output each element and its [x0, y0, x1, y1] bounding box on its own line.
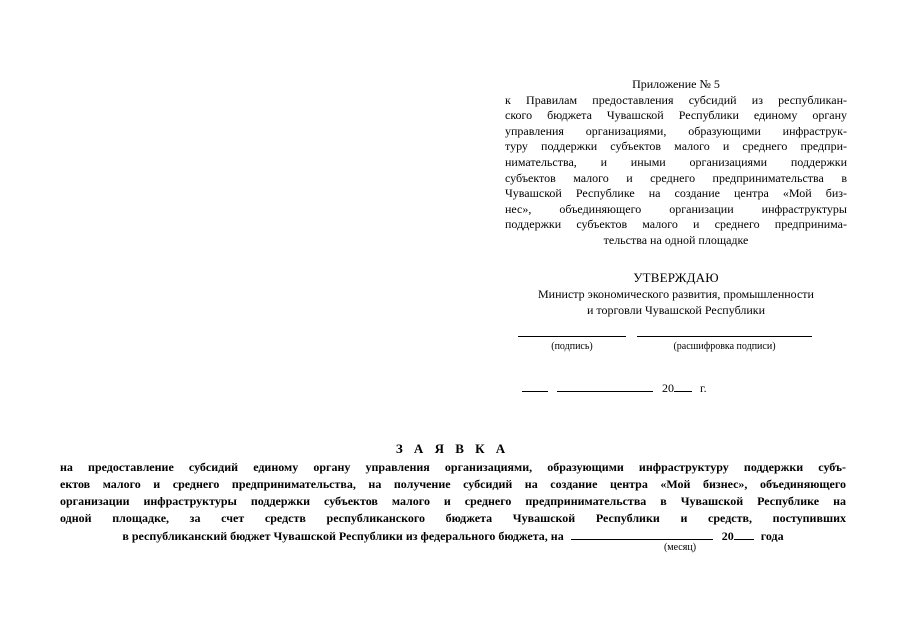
appendix-line: управления организациями, образующими инфраструк- — [505, 123, 847, 138]
date-year-blank — [674, 379, 692, 392]
appendix-line: к Правилам предоставления субсидий из республикан- — [505, 92, 847, 107]
signature-name-field — [637, 336, 812, 352]
request-line: на предоставление субсидий единому органу управления организациями, образующими инфраструктуру поддержки субъ- — [60, 460, 846, 474]
request-line: ектов малого и среднего предпринимательства, на получение субсидий на создание центра «Мой бизнес», объединяющего — [60, 477, 846, 491]
request-line: одной площадке, за счет средств республиканского бюджета Чувашской Республики и средств, поступивших — [60, 511, 846, 525]
appendix-line: поддержки субъектов малого и среднего предпринима- — [505, 217, 847, 232]
signature-name-caption: (расшифровка подписи) — [673, 341, 776, 352]
appendix-text — [505, 93, 847, 249]
appendix-line: субъектов малого и среднего предпринимательства в — [505, 170, 847, 185]
request-month-blank — [571, 527, 713, 540]
approval-position-line2: и торговли Чувашской Республики — [586, 303, 766, 317]
signature-caption: (подпись) — [551, 341, 593, 352]
appendix-block — [505, 77, 847, 249]
approval-position-line1: Министр экономического развития, промышленности — [538, 287, 814, 301]
signature-line — [518, 336, 626, 337]
request-line: организации инфраструктуры поддержки субъектов малого и среднего предпринимательства в Чувашской Республике на — [60, 494, 846, 508]
appendix-line: тельства на одной площадке — [603, 232, 749, 247]
appendix-line: нес», объединяющего организации инфраструктуры — [505, 201, 847, 216]
request-subject — [60, 459, 846, 545]
request-year-suffix: года — [760, 529, 784, 543]
approval-heading: УТВЕРЖДАЮ — [633, 270, 719, 285]
request-year-blank — [734, 527, 754, 540]
appendix-line: туру поддержки субъектов малого и среднего предпри- — [505, 139, 847, 154]
date-month-blank — [557, 379, 653, 392]
date-year-prefix: 20 — [662, 381, 674, 395]
request-month-caption: (месяц) — [663, 542, 697, 553]
appendix-title: Приложение № 5 — [632, 77, 720, 91]
appendix-line: нимательства, и иными организациями поддержки — [505, 154, 847, 169]
approval-block — [505, 270, 847, 318]
request-last-text: в республиканский бюджет Чувашской Республики из федерального бюджета, на — [122, 529, 564, 543]
request-heading: З А Я В К А — [395, 441, 510, 456]
signature-field — [518, 336, 626, 352]
request-last-line — [60, 527, 846, 545]
date-suffix: г. — [700, 381, 707, 395]
appendix-line: Чувашской Республике на создание центра «Мой биз- — [505, 186, 847, 201]
date-day-blank — [522, 379, 548, 392]
request-year-prefix: 20 — [721, 529, 734, 543]
appendix-line: ского бюджета Чувашской Республики единому органу — [505, 108, 847, 123]
approval-date-line — [522, 379, 707, 396]
signature-name-line — [637, 336, 812, 337]
